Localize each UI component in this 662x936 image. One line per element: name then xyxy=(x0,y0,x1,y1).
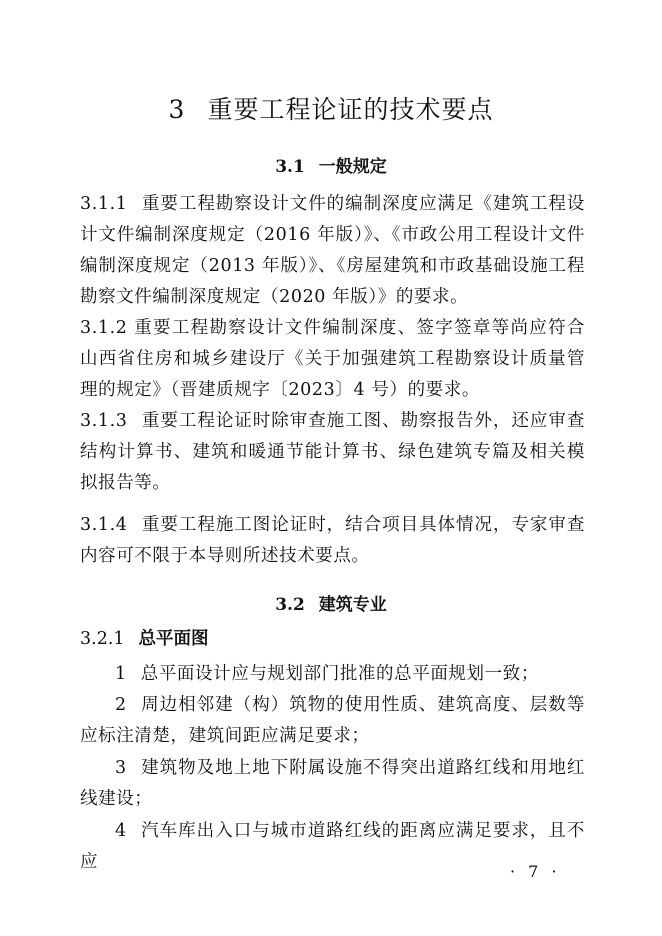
clause-3-1-4 xyxy=(80,510,585,572)
list-item-2 xyxy=(80,690,585,752)
section-title-3-1 xyxy=(0,152,662,177)
item-number: 2 xyxy=(115,695,127,715)
clause-3-1-2 xyxy=(80,313,585,406)
clause-number: 3.1.4 xyxy=(80,515,128,535)
item-number: 1 xyxy=(115,664,127,684)
item-text: 总平面设计应与规划部门批准的总平面规划一致； xyxy=(140,664,539,684)
clause-3-1-3 xyxy=(80,406,585,499)
item-text: 周边相邻建（构）筑物的使用性质、建筑高度、层数等应标注清楚，建筑间距应满足要求； xyxy=(80,695,585,746)
subsection-title: 总平面图 xyxy=(138,629,209,649)
subsection-number: 3.2.1 xyxy=(80,629,125,649)
chapter-title xyxy=(0,90,662,126)
list-item-3 xyxy=(80,753,585,815)
subsection-3-2-1 xyxy=(80,625,209,650)
clause-3-1-1 xyxy=(80,189,585,313)
item-number: 4 xyxy=(115,821,127,841)
section-number: 3.2 xyxy=(275,595,305,615)
item-text: 建筑物及地上地下附属设施不得突出道路红线和用地红线建设； xyxy=(80,758,585,809)
chapter-number: 3 xyxy=(168,95,186,124)
clause-text: 重要工程勘察设计文件编制深度、签字签章等尚应符合山西省住房和城乡建设厅《关于加强建筑工程勘察设计质量管理的规定》（晋建质规字〔2023〕4 号）的要求。 xyxy=(80,318,585,400)
list-item-1 xyxy=(80,659,585,690)
section-title-3-2 xyxy=(0,590,662,615)
clause-number: 3.1.1 xyxy=(80,194,128,214)
clause-text: 重要工程施工图论证时，结合项目具体情况，专家审查内容可不限于本导则所述技术要点。 xyxy=(80,515,585,566)
clause-text: 重要工程勘察设计文件的编制深度应满足《建筑工程设计文件编制深度规定（2016 年版）》、《市政公用工程设计文件编制深度规定（2013 年版）》、《房屋建筑和市政基础设施工程勘察文件编制深度规定（2020 年版）》的要求。 xyxy=(80,194,585,307)
clause-text: 重要工程论证时除审查施工图、勘察报告外，还应审查结构计算书、建筑和暖通节能计算书、绿色建筑专篇及相关模拟报告等。 xyxy=(80,411,585,493)
section-title-text: 建筑专业 xyxy=(318,595,387,615)
page-number: · 7 · xyxy=(510,862,561,881)
section-title-text: 一般规定 xyxy=(318,157,387,177)
item-text: 汽车库出入口与城市道路红线的距离应满足要求，且不应 xyxy=(80,821,585,872)
section-number: 3.1 xyxy=(275,157,305,177)
clause-number: 3.1.2 xyxy=(80,318,128,338)
clause-number: 3.1.3 xyxy=(80,411,128,431)
item-number: 3 xyxy=(115,758,127,778)
chapter-title-text: 重要工程论证的技术要点 xyxy=(207,95,494,124)
